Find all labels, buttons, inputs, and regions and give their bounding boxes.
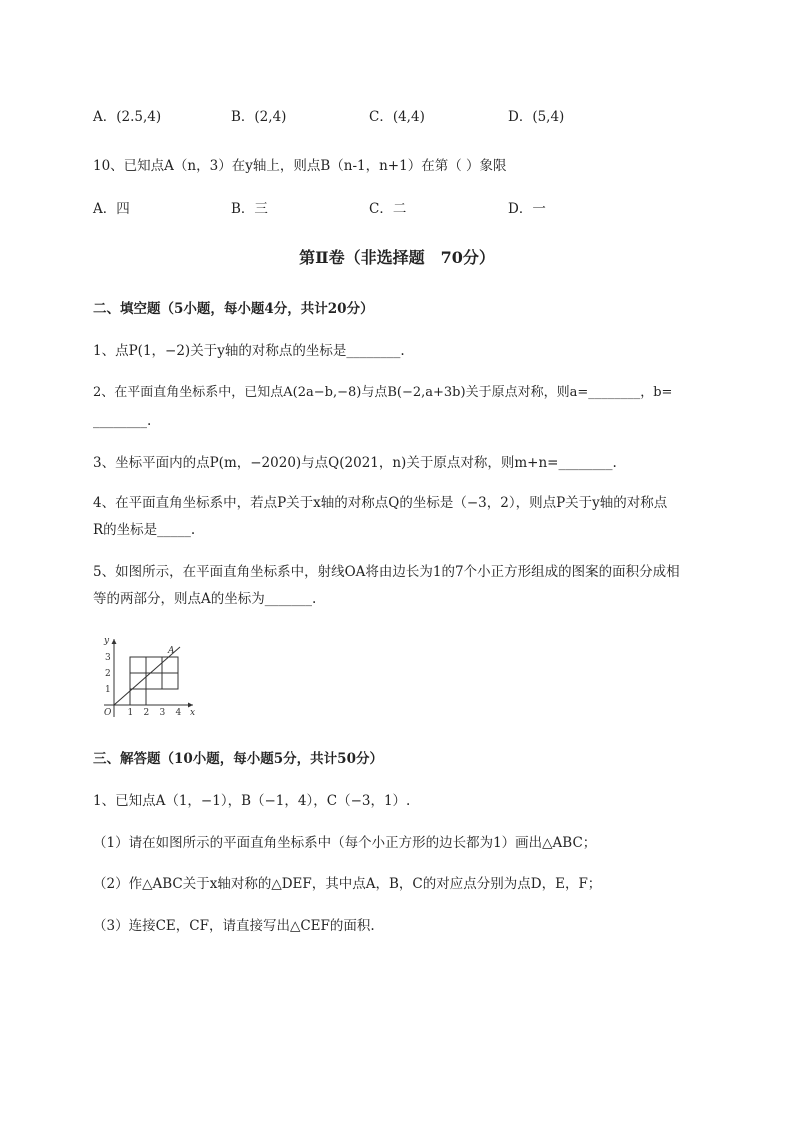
q10-stem: 10、已知点A（n，3）在y轴上，则点B（n-1，n+1）在第（ ）象限 <box>93 158 507 174</box>
fill-q2-line2: ________. <box>93 413 152 429</box>
y-tick-2: 2 <box>105 669 111 679</box>
x-tick-1: 1 <box>127 708 134 718</box>
q9-option-b: B．(2,4) <box>231 109 287 125</box>
q10-option-c: C．二 <box>369 201 407 217</box>
fill-q5-line2: 等的两部分，则点A的坐标为_______. <box>93 591 317 607</box>
fill-q4-line1: 4、在平面直角坐标系中，若点P关于x轴的对称点Q的坐标是（−3，2），则点P关于y轴的对称点 <box>93 495 668 511</box>
section3-heading: 三、解答题（10小题，每小题5分，共计50分） <box>93 751 383 767</box>
x-axis-label: x <box>190 708 196 718</box>
x-axis-arrow <box>188 703 193 708</box>
point-a-label: A <box>168 646 175 656</box>
fill-q1: 1、点P(1，−2)关于y轴的对称点的坐标是________. <box>93 343 405 359</box>
y-tick-1: 1 <box>105 685 111 695</box>
fill-q3: 3、坐标平面内的点P(m，−2020)与点Q(2021，n)关于原点对称，则m+n=________. <box>93 455 617 471</box>
part2-title: 第Ⅱ卷（非选择题 70分） <box>299 248 495 267</box>
grid-square <box>162 673 178 689</box>
x-tick-3: 3 <box>159 708 166 718</box>
x-tick-2: 2 <box>143 708 150 718</box>
grid-square <box>130 689 146 705</box>
y-axis-label: y <box>104 636 110 646</box>
q10-option-d: D．一 <box>508 201 546 217</box>
solve-q1-part2: （2）作△ABC关于x轴对称的△DEF，其中点A，B，C的对应点分别为点D，E，F； <box>93 876 602 892</box>
q10-option-b: B．三 <box>231 201 268 217</box>
origin-label: O <box>104 708 112 718</box>
y-tick-3: 3 <box>105 653 111 663</box>
grid-square <box>130 657 146 673</box>
grid-square <box>162 657 178 673</box>
q10-option-a: A．四 <box>93 201 130 217</box>
fill-q5-line1: 5、如图所示，在平面直角坐标系中，射线OA将由边长为1的7个小正方形组成的图案的面积分成相 <box>93 564 680 580</box>
y-axis-arrow <box>112 639 117 644</box>
q9-option-a: A．(2.5,4) <box>93 109 162 125</box>
x-tick-4: 4 <box>175 708 182 718</box>
solve-q1-stem: 1、已知点A（1，−1），B（−1，4），C（−3，1）. <box>93 793 411 809</box>
section2-heading: 二、填空题（5小题，每小题4分，共计20分） <box>93 301 374 317</box>
q5-figure <box>98 633 203 723</box>
q9-option-c: C．(4,4) <box>369 109 425 125</box>
fill-q2-line1: 2、在平面直角坐标系中，已知点A(2a−b,−8)与点B(−2,a+3b)关于原点对称，则a=________，b= <box>93 385 673 400</box>
solve-q1-part3: （3）连接CE，CF，请直接写出△CEF的面积. <box>93 918 375 934</box>
fill-q4-line2: R的坐标是_____. <box>93 522 196 538</box>
q9-option-d: D．(5,4) <box>508 109 565 125</box>
grid-square <box>130 673 146 689</box>
solve-q1-part1: （1）请在如图所示的平面直角坐标系中（每个小正方形的边长都为1）画出△ABC； <box>93 835 597 851</box>
